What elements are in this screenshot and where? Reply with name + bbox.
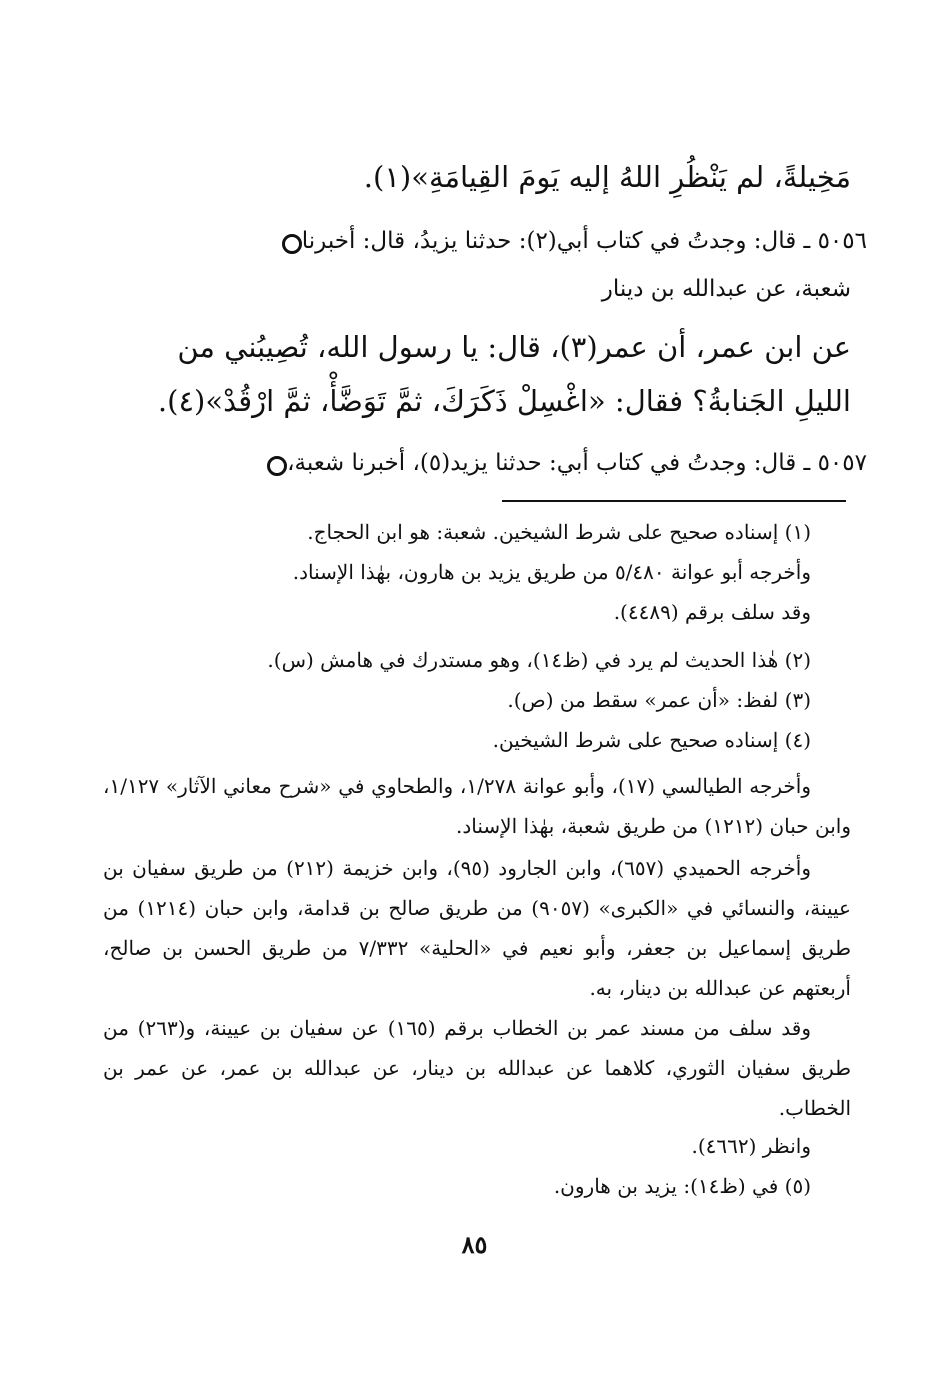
hadith-5056-line1 — [264, 228, 867, 254]
footnote-4-see-also: وانظر (٤٦٦٢). — [691, 1134, 811, 1158]
footnote-4-line1: (٤) إسناده صحيح على شرط الشيخين. — [492, 728, 811, 752]
footnote-4-paragraph1: وأخرجه الطيالسي (١٧)، وأبو عوانة ١/٢٧٨، والطحاوي في «شرح معاني الآثار» ١/١٢٧، وابن حبان (١٢١٢) من طريق شعبة، بهٰذا الإسناد. — [103, 774, 851, 838]
hadith-number-text: ٥٠٥٧ ـ قال: وجدتُ في كتاب أبي: حدثنا يزيد(٥)، أخبرنا شعبة، — [287, 450, 867, 476]
hadith-number-text: ٥٠٥٦ ـ قال: وجدتُ في كتاب أبي(٢): حدثنا يزيدُ، قال: أخبرنا — [301, 228, 867, 254]
footnote-3: (٣) لفظ: «أن عمر» سقط من (ص). — [507, 688, 811, 712]
matn-line1: عن ابن عمر، أن عمر(٣)، قال: يا رسول الله، تُصِيبُني من — [177, 330, 851, 364]
footnote-5: (٥) في (ظ١٤): يزيد بن هارون. — [553, 1174, 811, 1198]
hadith-5057-line — [249, 450, 867, 476]
footnote-separator — [502, 500, 846, 502]
matn-line2: الليلِ الجَنابةُ؟ فقال: «اغْسِلْ ذَكَرَكَ، ثمَّ تَوَضَّأْ، ثمَّ ارْقُدْ»(٤). — [157, 384, 851, 418]
footnote-1-line3: وقد سلف برقم (٤٤٨٩). — [613, 600, 811, 624]
footnote-2: (٢) هٰذا الحديث لم يرد في (ظ١٤)، وهو مستدرك في هامش (س). — [267, 648, 811, 672]
footnote-4-paragraph3: وقد سلف من مسند عمر بن الخطاب برقم (١٦٥) عن سفيان بن عيينة، و(٢٦٣) من طريق سفيان الثوري، كلاهما عن عبدالله بن دينار، عن عبدالله بن عمر، عن عمر بن الخطاب. — [103, 1016, 851, 1120]
hadith-marker-circle — [267, 456, 287, 476]
main-text-line: مَخِيلةً، لم يَنْظُرِ اللهُ إليه يَومَ القِيامَةِ»(١). — [363, 160, 851, 194]
hadith-5056-line2: شعبة، عن عبدالله بن دينار — [601, 276, 851, 302]
hadith-marker-circle — [282, 234, 302, 254]
footnote-4-paragraph2: وأخرجه الحميدي (٦٥٧)، وابن الجارود (٩٥)، وابن خزيمة (٢١٢) من طريق سفيان بن عيينة، والنسائي في «الكبرى» (٩٠٥٧) من طريق صالح بن قدامة، وابن حبان (١٢١٤) من طريق إسماعيل بن جعفر، وأبو نعيم في «الحلية» ٧/٣٣٢ من طريق الحسن بن صالح، أربعتهم عن عبدالله بن دينار، به. — [103, 856, 851, 1000]
footnote-1-line1: (١) إسناده صحيح على شرط الشيخين. شعبة: هو ابن الحجاج. — [307, 520, 811, 544]
footnote-1-line2: وأخرجه أبو عوانة ٥/٤٨٠ من طريق يزيد بن هارون، بهٰذا الإسناد. — [292, 560, 811, 584]
page-number: ٨٥ — [461, 1230, 488, 1259]
